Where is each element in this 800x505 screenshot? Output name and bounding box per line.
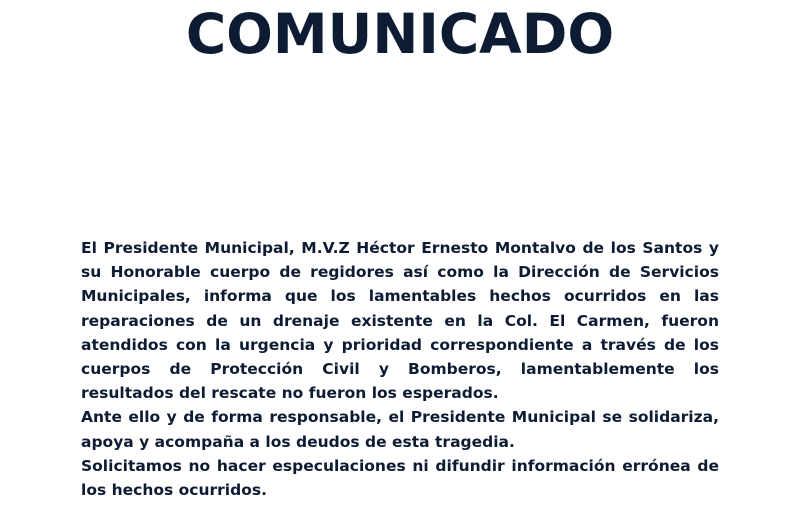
paragraph-request: Solicitamos no hacer especulaciones ni difundir información errónea de los hechos ocurridos. [81,456,719,500]
page-title: COMUNICADO [185,2,615,66]
paragraph-solidarity: Ante ello y de forma responsable, el Presidente Municipal se solidariza, apoya y acompaña a los deudos de esta tragedia. [81,408,719,451]
paragraph-statement: El Presidente Municipal, M.V.Z Héctor Ernesto Montalvo de los Santos y su Honorable cuerpo de regidores así como la Dirección de Servicios Municipales, informa que los lamentables hechos ocurridos en las reparaciones de un drenaje existente en la Col. El Carmen, fueron atendidos con la urgencia y prioridad correspondiente a través de los cuerpos de Protección Civil y Bomberos, lamentablemente los resultados del rescate no fueron los esperados. [81,239,719,403]
statement-body [81,236,719,502]
